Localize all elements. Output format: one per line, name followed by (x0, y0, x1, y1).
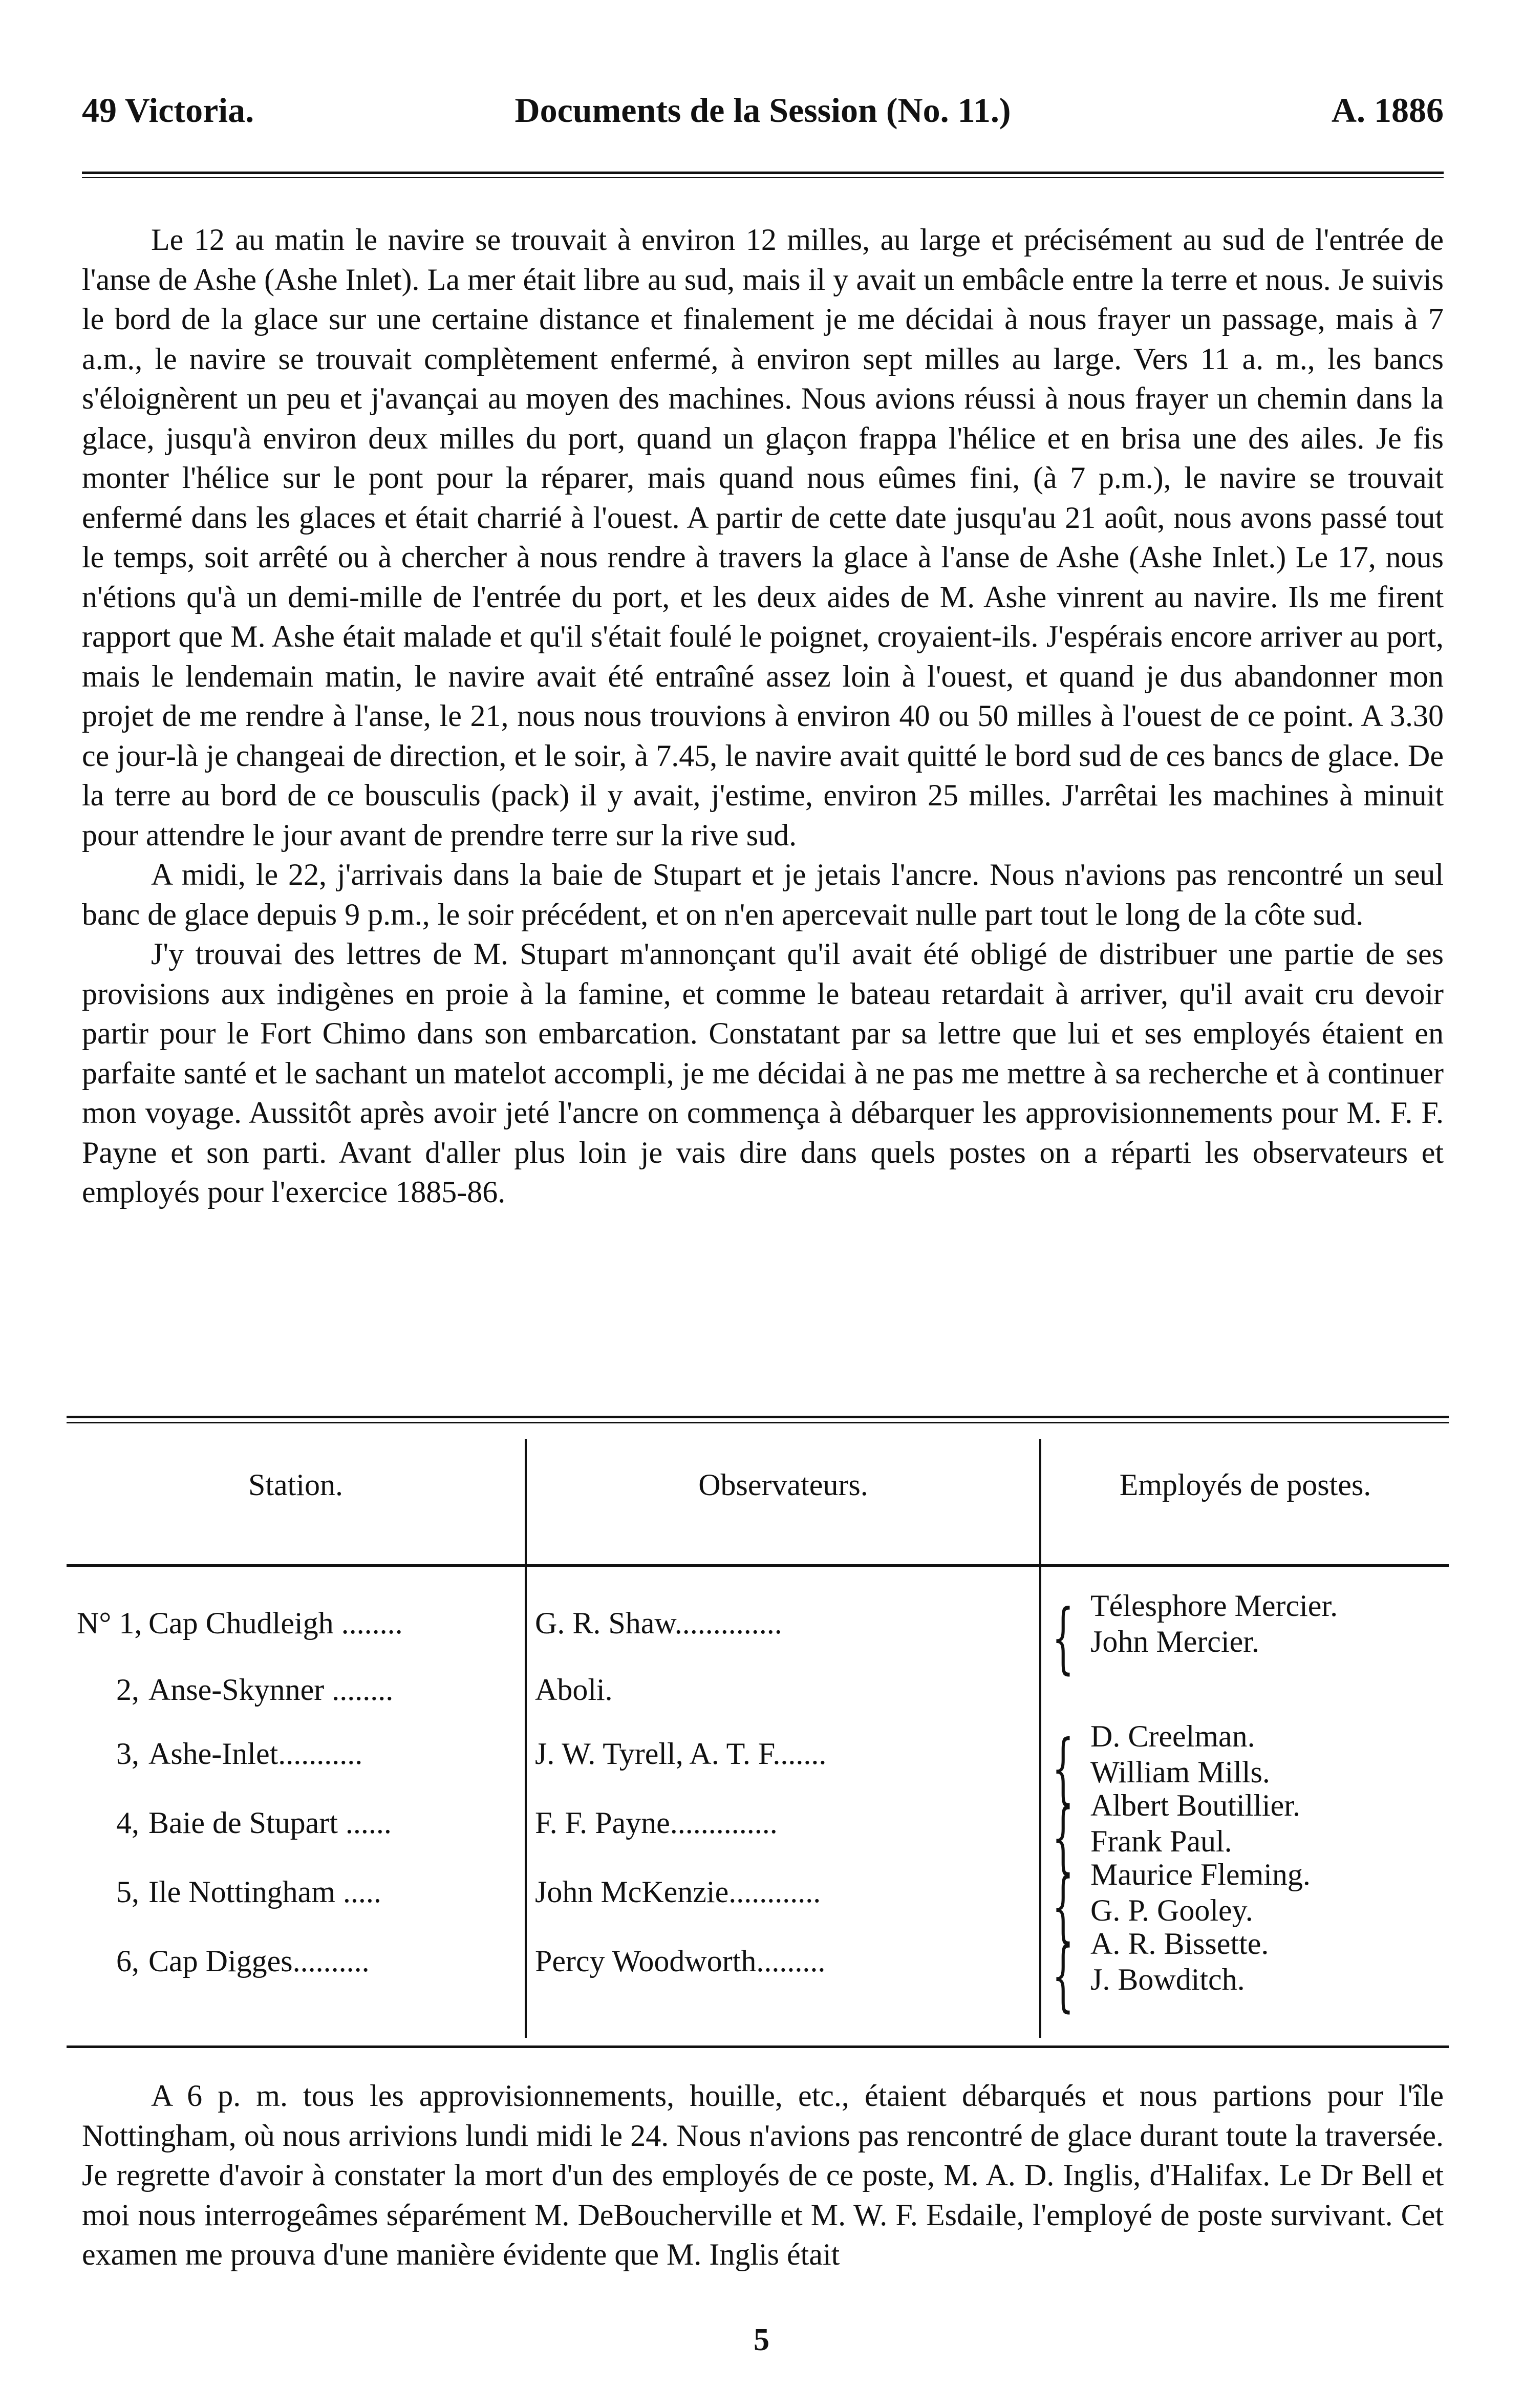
observer-cell (535, 1805, 778, 1841)
station-number: 6, (116, 1944, 139, 1978)
leader-dots: .............. (674, 1606, 782, 1640)
employee-name: J. Bowditch. (1090, 1963, 1245, 1996)
employee-name: G. P. Gooley. (1090, 1893, 1253, 1927)
leader-dots: ......... (756, 1944, 826, 1978)
employee-name: William Mills. (1090, 1755, 1270, 1789)
leader-dots: ...... (780, 1737, 827, 1771)
table-header-rule (67, 1564, 1449, 1567)
employee-name: Frank Paul. (1090, 1824, 1232, 1858)
observer-name: J. W. Tyrell, A. T. F. (535, 1737, 781, 1771)
table-top-rule (67, 1416, 1449, 1418)
station-number: 4, (116, 1806, 139, 1840)
employee-name: John Mercier. (1090, 1625, 1259, 1658)
brace-icon: { (1052, 1724, 1074, 1813)
header-rule (82, 172, 1444, 174)
employee-list (1090, 1926, 1269, 1997)
brace-icon: { (1052, 1862, 1074, 1951)
station-cell (77, 1605, 403, 1641)
leader-dots: ...... (337, 1806, 392, 1840)
stations-table (67, 1416, 1449, 2040)
observer-cell (535, 1605, 782, 1641)
station-number: 5, (116, 1875, 139, 1909)
header-title: Documents de la Session (No. 11.) (514, 91, 1011, 130)
observer-cell (535, 1672, 613, 1708)
brace-icon: { (1052, 1593, 1074, 1682)
station-cell (77, 1672, 393, 1708)
paragraph-1: Le 12 au matin le navire se trouvait à environ 12 milles, au large et précisément au sud de l'entrée de l'anse de Ashe (Ashe Inlet). La mer était libre au sud, mais il y avait un embâcle entre la terre et nous. Je suivis le bord de la glace sur une certaine distance et finalement je me décidai à nous frayer un passage, mais à 7 a.m., le navire se trouvait complètement enfermé, à environ sept milles au large. Vers 11 a. m., les bancs s'éloignèrent un peu et j'avançai au moyen des machines. Nous avions réussi à nous frayer un chemin dans la glace, jusqu'à environ deux milles du port, quand un glaçon frappa l'hélice et en brisa une des ailes. Je fis monter l'hélice sur le pont pour la réparer, mais quand nous eûmes fini, (à 7 p.m.), le navire se trouvait enfermé dans les glaces et était charrié à l'ouest. A partir de cette date jusqu'au 21 août, nous avons passé tout le temps, soit arrêté ou à chercher à nous rendre à travers la glace à l'anse de Ashe (Ashe Inlet.) Le 17, nous n'étions qu'à un demi-mille de l'entrée du port, et les deux aides de M. Ashe vinrent au navire. Ils me firent rapport que M. Ashe était malade et qu'il s'était foulé le poignet, croyaient-ils. J'espérais encore arriver au port, mais le lendemain matin, le navire avait été entraîné assez loin à l'ouest, et quand je dus abandonner mon projet de me rendre à l'anse, le 21, nous nous trouvions à environ 40 ou 50 milles à l'ouest de ce point. A 3.30 ce jour-là je changeai de direction, et le soir, à 7.45, le navire avait quitté le bord sud de ces bancs de glace. De la terre au bord de ce bousculis (pack) il y avait, j'estime, environ 25 milles. J'arrêtai les machines à minuit pour attendre le jour avant de prendre terre sur la rive sud. (82, 223, 1444, 852)
running-head (82, 82, 1444, 138)
paragraph-closing: A 6 p. m. tous les approvisionnements, houille, etc., étaient débarqués et nous partions pour l'île Nottingham, où nous arrivions lundi midi le 24. Nous n'avions pas rencontré de glace durant toute la traversée. Je regrette d'avoir à constater la mort d'un des employés de ce poste, M. A. D. Inglis, d'Halifax. Le Dr Bell et moi nous interrogeâmes séparément M. DeBoucherville et M. W. F. Esdaile, l'employé de poste survivant. Cet examen me prouva d'une manière évidente que M. Inglis était (82, 2079, 1444, 2271)
leader-dots: .............. (670, 1806, 778, 1840)
brace-icon: { (1052, 1793, 1074, 1882)
station-number: 3, (116, 1737, 139, 1771)
employee-list (1090, 1857, 1311, 1928)
leader-dots: ............ (728, 1875, 821, 1909)
station-name: Cap Digges (148, 1944, 293, 1978)
station-cell (77, 1805, 392, 1841)
paragraph-2: A midi, le 22, j'arrivais dans la baie de Stupart et je jetais l'ancre. Nous n'avions pas rencontré un seul banc de glace depuis 9 p.m., le soir précédent, et on n'en apercevait nulle part tout le long de la côte sud. (82, 858, 1444, 931)
station-cell (77, 1943, 370, 1979)
station-name: Baie de Stupart (148, 1806, 338, 1840)
leader-dots: ........... (278, 1737, 363, 1771)
employee-list (1090, 1718, 1270, 1790)
station-number: 2, (116, 1673, 139, 1707)
station-name: Ile Nottingham (148, 1875, 335, 1909)
employee-list (1090, 1588, 1338, 1659)
leader-dots: ..... (335, 1875, 381, 1909)
observer-name: Percy Woodworth (535, 1944, 757, 1978)
employee-name: A. R. Bissette. (1090, 1927, 1269, 1961)
header-employees: Employés de postes. (1119, 1468, 1371, 1502)
table-bottom-rule (67, 2045, 1449, 2048)
column-divider (1039, 1439, 1041, 2038)
station-cell (77, 1736, 362, 1772)
observer-name: F. F. Payne (535, 1806, 670, 1840)
closing-text (82, 2076, 1444, 2275)
observer-cell (535, 1874, 821, 1910)
header-year: A. 1886 (1331, 91, 1444, 130)
employee-list (1090, 1787, 1300, 1859)
body-text (82, 220, 1444, 1212)
station-cell (77, 1874, 381, 1910)
header-station: Station. (248, 1468, 343, 1502)
station-name: Ashe-Inlet (148, 1737, 278, 1771)
employee-name: D. Creelman. (1090, 1719, 1255, 1753)
observer-name: Aboli. (535, 1673, 613, 1707)
station-name: Cap Chudleigh (148, 1606, 334, 1640)
station-name: Anse-Skynner (148, 1673, 325, 1707)
employee-name: Albert Boutillier. (1090, 1788, 1300, 1822)
paragraph-3: J'y trouvai des lettres de M. Stupart m'annonçant qu'il avait été obligé de distribuer une partie de ses provisions aux indigènes en proie à la famine, et comme le bateau retardait à arriver, qu'il avait cru devoir partir pour le Fort Chimo dans son embarcation. Constatant par sa lettre que lui et ses employés étaient en parfaite santé et le sachant un matelot accompli, je me décidai à ne pas me mettre à sa recherche et à continuer mon voyage. Aussitôt après avoir jeté l'ancre on commença à débarquer les approvisionnements pour M. F. F. Payne et son parti. Avant d'aller plus loin je vais dire dans quels postes on a réparti les observateurs et employés pour l'exercice 1885-86. (82, 937, 1444, 1209)
observer-cell (535, 1736, 826, 1772)
page-number: 5 (754, 2322, 769, 2357)
header-volume: 49 Victoria. (82, 91, 254, 130)
employee-name: Télesphore Mercier. (1090, 1589, 1338, 1623)
employee-name: Maurice Fleming. (1090, 1858, 1311, 1891)
header-observers: Observateurs. (698, 1468, 868, 1502)
header-rule-thin (82, 177, 1444, 178)
observer-name: G. R. Shaw (535, 1606, 675, 1640)
column-divider (525, 1439, 527, 2038)
leader-dots: ........ (324, 1673, 394, 1707)
leader-dots: .......... (292, 1944, 370, 1978)
leader-dots: ........ (333, 1606, 403, 1640)
brace-icon: { (1052, 1931, 1074, 2020)
table-top-rule-thin (67, 1422, 1449, 1423)
observer-cell (535, 1943, 825, 1979)
station-number: N° 1, (77, 1606, 142, 1640)
observer-name: John McKenzie (535, 1875, 729, 1909)
